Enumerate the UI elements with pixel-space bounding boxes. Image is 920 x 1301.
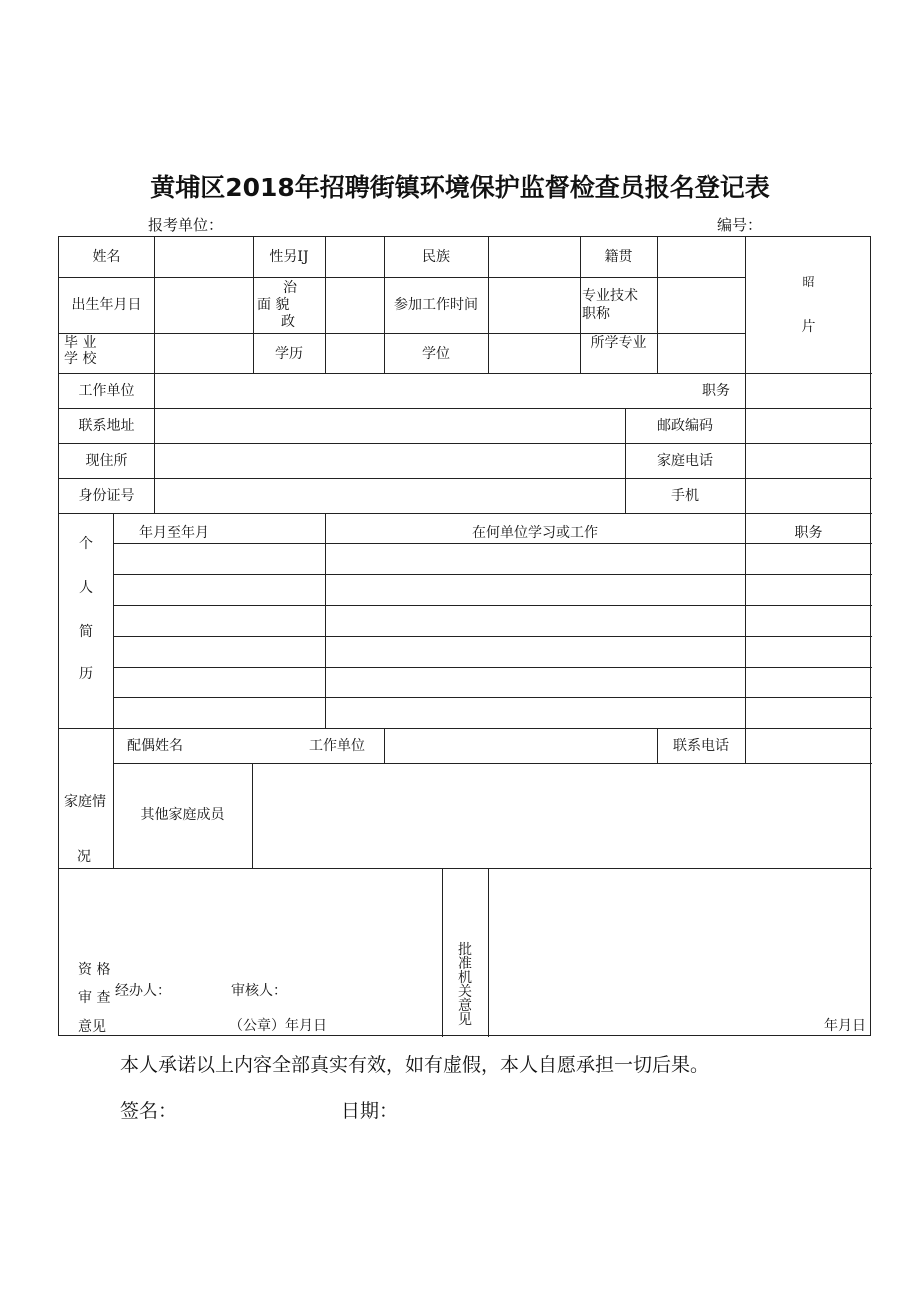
col-divider: [745, 728, 746, 763]
label-address: 联系地址: [78, 418, 135, 434]
col-divider: [325, 513, 326, 728]
row-divider: [59, 277, 745, 278]
family-label-2: 况: [77, 849, 91, 865]
col-divider: [325, 237, 326, 373]
label-spouse-name: 配偶姓名: [127, 738, 183, 754]
resume-label-2: 人: [79, 580, 93, 596]
row-divider: [59, 728, 872, 729]
registration-table: [58, 236, 871, 1036]
review-label-2: 审 查: [78, 990, 111, 1006]
label-degree: 学位: [422, 346, 450, 362]
label-major: 所学专业: [590, 335, 647, 351]
resume-col-position: 职务: [794, 525, 823, 541]
photo-label-2: 片: [801, 319, 816, 335]
signature-label: 签名：: [120, 1100, 178, 1122]
row-divider: [59, 373, 872, 374]
label-approval-date: 年月日: [824, 1018, 866, 1034]
label-ethnicity: 民族: [422, 249, 450, 265]
row-divider: [113, 667, 872, 668]
col-divider: [154, 373, 155, 513]
label-birth-date: 出生年月日: [71, 297, 142, 313]
row-divider: [113, 543, 872, 544]
resume-label-4: 历: [79, 666, 93, 682]
row-divider: [59, 513, 872, 514]
col-divider: [488, 868, 489, 1037]
label-id-card: 身份证号: [78, 488, 135, 504]
review-label-1: 资 格: [78, 962, 111, 978]
row-divider: [113, 697, 872, 698]
col-divider: [488, 237, 489, 373]
family-label-1: 家庭情: [64, 794, 106, 810]
row-divider: [59, 478, 872, 479]
label-reviewer: 审核人：: [231, 983, 287, 999]
date-label: 日期：: [341, 1100, 399, 1122]
label-school-2: 学 校: [64, 351, 97, 367]
form-title: 黄埔区2018年招聘街镇环境保护监督检查员报名登记表: [150, 173, 770, 202]
col-divider: [745, 408, 746, 513]
label-spouse-unit: 工作单位: [309, 738, 365, 754]
label-political-2: 面 貌: [257, 297, 290, 313]
label-title-1: 专业技术: [582, 288, 638, 304]
label-title-2: 职称: [582, 306, 610, 322]
label-home-phone: 家庭电话: [657, 453, 713, 469]
col-divider: [442, 868, 443, 1037]
applying-unit-label: 报考单位：: [148, 216, 224, 234]
resume-col-period: 年月至年月: [139, 525, 209, 541]
label-name: 姓名: [92, 249, 121, 265]
row-divider: [59, 443, 872, 444]
label-political-1: 治: [283, 280, 297, 296]
label-education: 学历: [275, 346, 303, 362]
col-divider: [745, 513, 746, 728]
label-position: 职务: [702, 383, 730, 399]
resume-label-1: 个: [79, 536, 93, 552]
label-handler: 经办人：: [115, 983, 171, 999]
photo-label-1: 昭: [802, 275, 815, 289]
row-divider: [59, 868, 872, 869]
row-divider: [59, 408, 872, 409]
label-political-3: 政: [281, 314, 295, 330]
col-divider: [384, 728, 385, 763]
label-native-place: 籍贯: [604, 249, 633, 265]
label-residence: 现住所: [85, 453, 128, 469]
label-gender: 性另IJ: [269, 249, 309, 265]
row-divider: [113, 605, 872, 606]
col-divider: [657, 237, 658, 373]
resume-col-place: 在何单位学习或工作: [472, 525, 598, 541]
review-label-3: 意见: [78, 1019, 106, 1035]
row-divider: [113, 636, 872, 637]
label-spouse-phone: 联系电话: [673, 738, 729, 754]
label-other-family: 其他家庭成员: [140, 807, 225, 823]
row-divider: [113, 574, 872, 575]
row-divider: [113, 763, 872, 764]
label-approval-authority: 批准机关意见: [458, 942, 472, 1028]
col-divider: [252, 763, 253, 868]
resume-label-3: 简: [79, 624, 93, 640]
label-postcode: 邮政编码: [657, 418, 713, 434]
serial-number-label: 编号：: [717, 216, 763, 234]
label-work-start: 参加工作时间: [394, 297, 478, 313]
col-divider: [154, 237, 155, 373]
label-school-1: 毕 业: [64, 335, 97, 351]
label-seal-date: （公章）年月日: [229, 1018, 327, 1034]
label-mobile: 手机: [671, 488, 699, 504]
label-work-unit: 工作单位: [78, 383, 135, 399]
promise-statement: 本人承诺以上内容全部真实有效，如有虚假，本人自愿承担一切后果。: [120, 1054, 710, 1076]
